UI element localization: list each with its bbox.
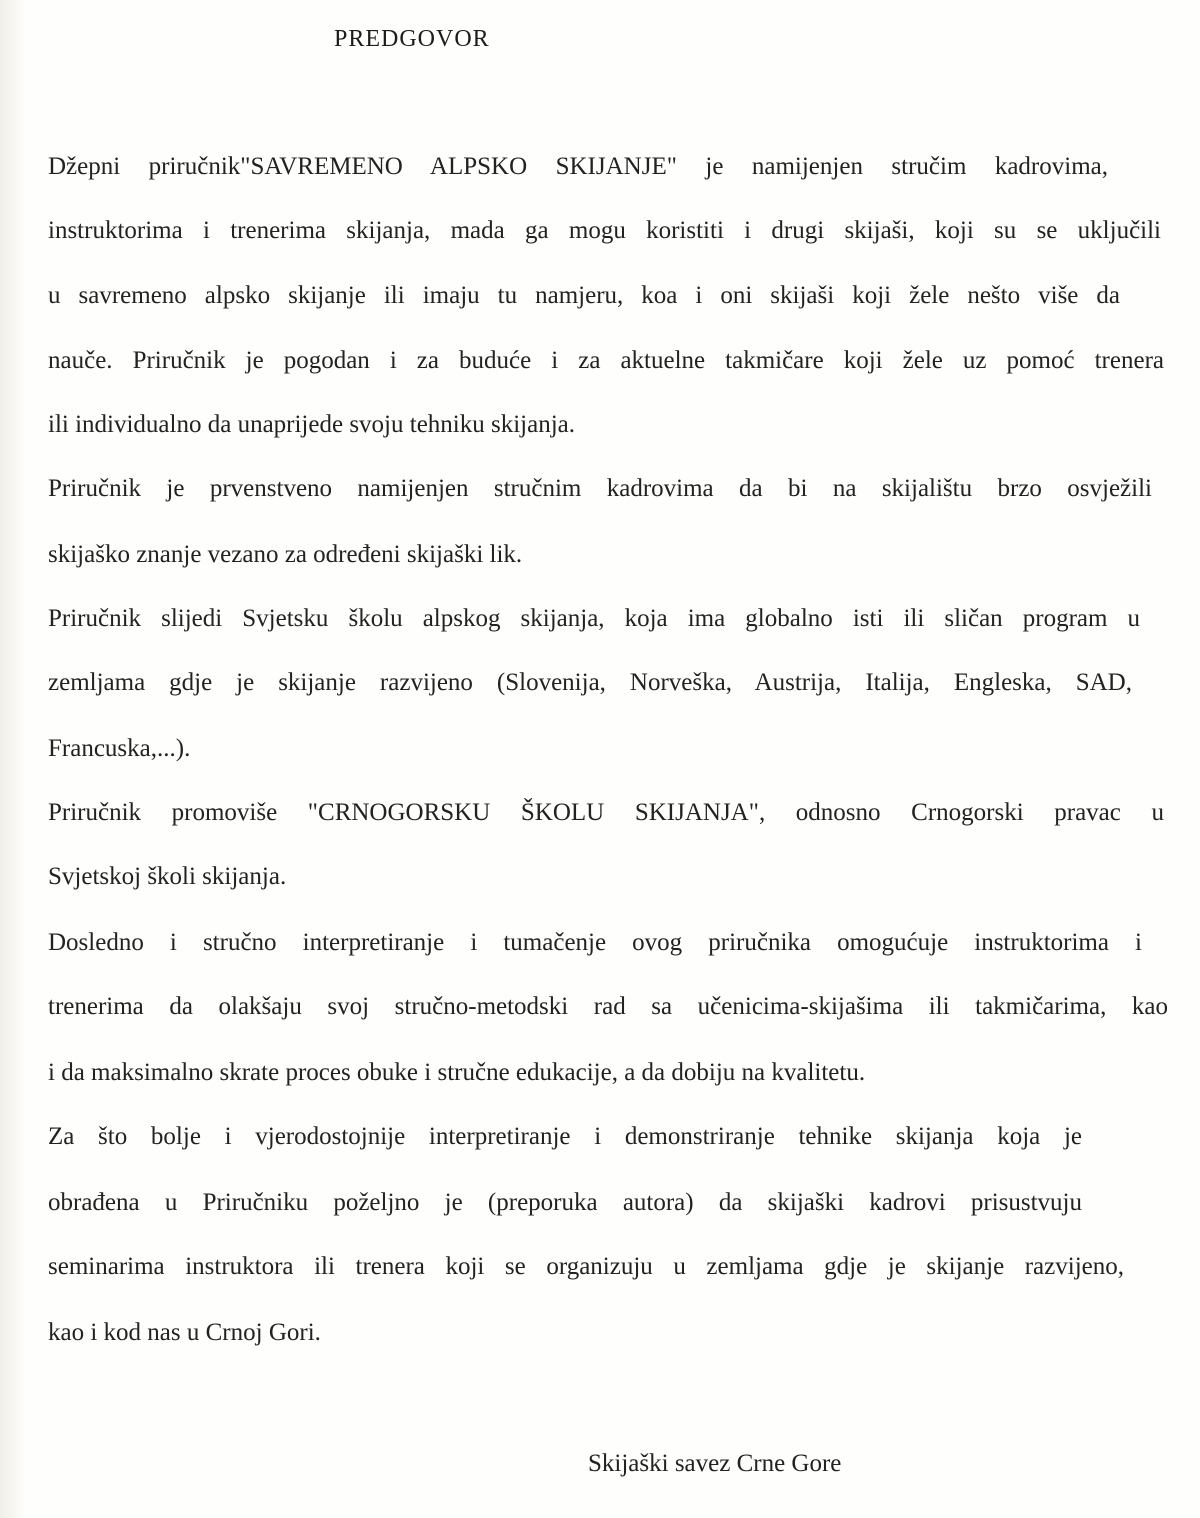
text-line: Priručnik je prvenstveno namijenjen stručnim kadrovima da bi na skijalištu brzo osvježili (48, 475, 1152, 502)
text-line: ili individualno da unaprijede svoju tehniku skijanja. (48, 411, 575, 438)
text-line: Za što bolje i vjerodostojnije interpretiranje i demonstriranje tehnike skijanja koja je (48, 1123, 1082, 1150)
signature: Skijaški savez Crne Gore (588, 1450, 842, 1477)
text-line: kao i kod nas u Crnoj Gori. (48, 1319, 321, 1346)
text-line: Priručnik promoviše "CRNOGORSKU ŠKOLU SKIJANJA", odnosno Crnogorski pravac u (48, 799, 1164, 826)
text-line: trenerima da olakšaju svoj stručno-metodski rad sa učenicima-skijašima ili takmičarima, kao (48, 993, 1168, 1020)
text-line: Priručnik slijedi Svjetsku školu alpskog skijanja, koja ima globalno isti ili sličan program u (48, 605, 1140, 632)
text-line: nauče. Priručnik je pogodan i za buduće i za aktuelne takmičare koji žele uz pomoć trenera (48, 347, 1164, 374)
text-line: Svjetskoj školi skijanja. (48, 863, 287, 890)
text-line: zemljama gdje je skijanje razvijeno (Slovenija, Norveška, Austrija, Italija, Engleska, SAD, (48, 669, 1132, 696)
text-line: Dosledno i stručno interpretiranje i tumačenje ovog priručnika omogućuje instruktorima i (48, 929, 1142, 956)
text-line: instruktorima i trenerima skijanja, mada ga mogu koristiti i drugi skijaši, koji su se uključili (48, 217, 1161, 244)
scan-edge-shadow (0, 0, 26, 1518)
text-line: i da maksimalno skrate proces obuke i stručne edukacije, a da dobiju na kvalitetu. (48, 1059, 866, 1086)
text-line: Džepni priručnik"SAVREMENO ALPSKO SKIJANJE" je namijenjen stručim kadrovima, (48, 153, 1108, 180)
text-line: u savremeno alpsko skijanje ili imaju tu namjeru, koa i oni skijaši koji žele nešto više da (48, 282, 1120, 309)
text-line: obrađena u Priručniku poželjno je (preporuka autora) da skijaški kadrovi prisustvuju (48, 1189, 1082, 1216)
text-line: Francuska,...). (48, 735, 191, 762)
page-title: PREDGOVOR (334, 26, 490, 52)
text-line: seminarima instruktora ili trenera koji se organizuju u zemljama gdje je skijanje razvijeno, (48, 1253, 1124, 1280)
text-line: skijaško znanje vezano za određeni skijaški lik. (48, 541, 523, 568)
